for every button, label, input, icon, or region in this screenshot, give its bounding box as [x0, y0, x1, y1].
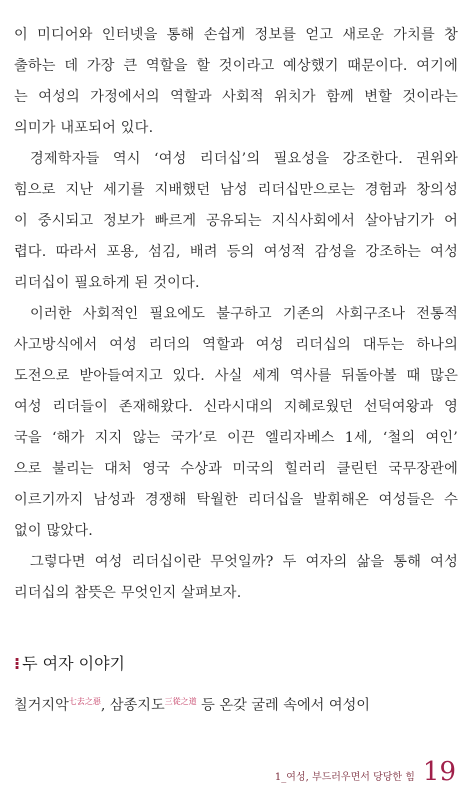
text-fragment: , 삼종지도	[100, 697, 165, 714]
text-line: 도전으로 받아들여지고 있다. 사실 세계 역사를 뒤돌아볼 때 많은	[14, 368, 458, 384]
text-line: 리더십의 참뜻은 무엇인지 살펴보자.	[14, 585, 242, 601]
heading-bullet-icon: ⁝	[14, 654, 21, 673]
page-number: 19	[422, 757, 456, 787]
text-line: 여성 리더들이 존재해왔다. 신라시대의 지혜로웠던 선덕여왕과 영	[14, 399, 458, 415]
paragraph-2	[14, 144, 458, 299]
paragraph-1	[14, 20, 458, 144]
text-line: 경제학자들 역시 ‘여성 리더십’의 필요성을 강조한다. 권위와	[30, 151, 458, 167]
text-line: 이르기까지 남성과 경쟁해 탁월한 리더십을 발휘해온 여성들은 수	[14, 492, 458, 508]
text-line: 힘으로 지난 세기를 지배했던 남성 리더십만으로는 경험과 창의성	[14, 182, 458, 198]
page-footer	[275, 757, 456, 787]
paragraph-4	[14, 547, 458, 609]
text-line: 리더십이 필요하게 된 것이다.	[14, 275, 200, 291]
heading-title: 두 여자 이야기	[22, 654, 125, 673]
text-fragment: 칠거지악	[14, 697, 69, 714]
text-line: 는 여성의 가정에서의 역할과 사회적 위치가 함께 변할 것이라는	[14, 89, 458, 105]
text-line: 렵다. 따라서 포용, 섬김, 배려 등의 여성적 감성을 강조하는 여성	[14, 244, 458, 260]
text-line: 국을 ‘해가 지지 않는 국가’로 이끈 엘리자베스 1세, ‘철의 여인’	[14, 430, 458, 446]
running-title: 1_여성, 부드러우면서 당당한 힘	[274, 772, 415, 783]
text-line: 그렇다면 여성 리더십이란 무엇일까? 두 여자의 삶을 통해 여성	[30, 554, 458, 570]
text-line: 없이 많았다.	[14, 523, 93, 539]
text-line: 이러한 사회적인 필요에도 불구하고 기존의 사회구조나 전통적	[30, 306, 458, 322]
text-line: 으로 불리는 대처 영국 수상과 미국의 힐러리 클린턴 국무장관에	[14, 461, 458, 477]
text-line: 이 중시되고 정보가 빠르게 공유되는 지식사회에서 살아남기가 어	[14, 213, 458, 229]
text-line: 의미가 내포되어 있다.	[14, 120, 154, 136]
text-fragment: 등 온갖 굴레 속에서 여성이	[196, 697, 370, 714]
text-line: 출하는 데 가장 큰 역할을 할 것이라고 예상했기 때문이다. 여기에	[14, 58, 458, 74]
hanja-gloss: 七去之惡	[68, 697, 101, 706]
hanja-gloss: 三從之道	[164, 697, 197, 706]
section-heading	[14, 652, 125, 676]
text-line: 사고방식에서 여성 리더의 역할과 여성 리더십의 대두는 하나의	[14, 337, 458, 353]
section-first-line	[14, 686, 458, 722]
paragraph-3	[14, 299, 458, 547]
text-line: 이 미디어와 인터넷을 통해 손쉽게 정보를 얻고 새로운 가치를 창	[14, 27, 458, 43]
